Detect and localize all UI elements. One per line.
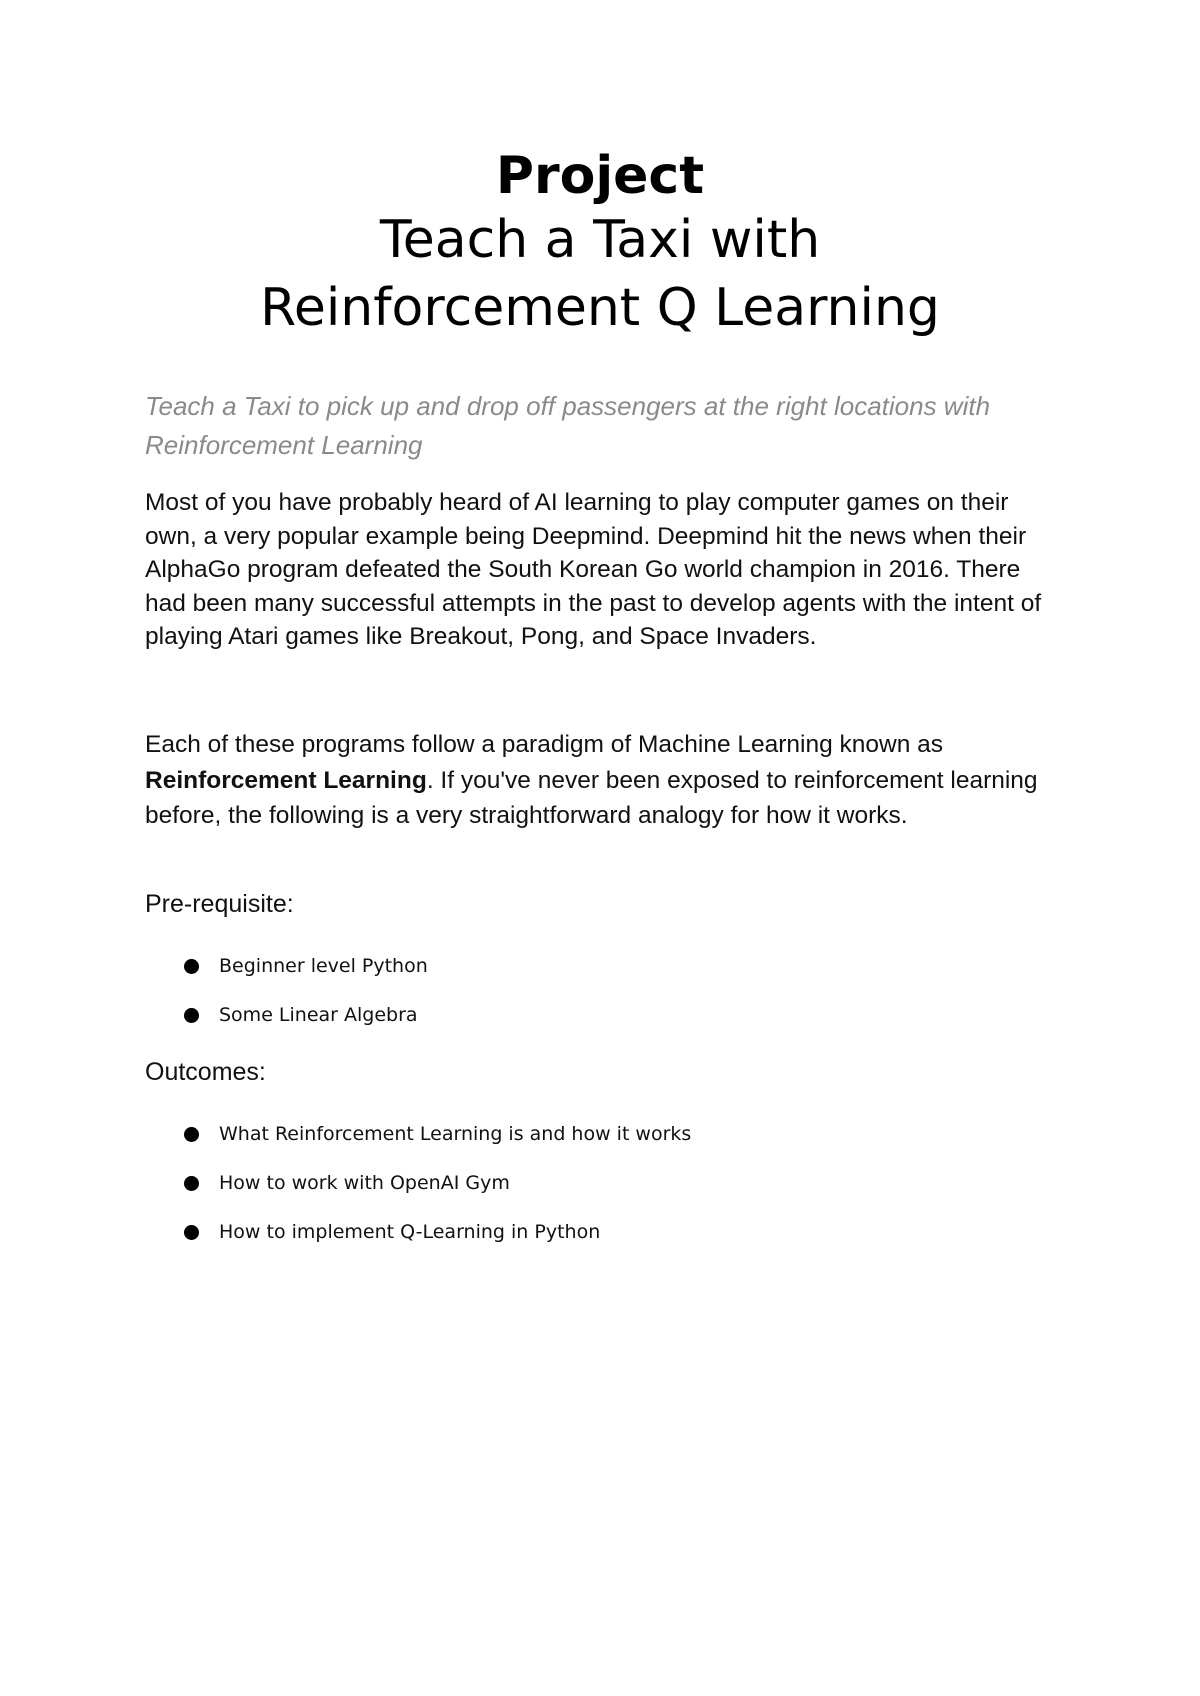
bullet-icon [184,1225,199,1240]
paragraph-text-after: . If you've never been exposed to reinforcement learning before, the following is a very straightforward analogy for how it works. [145,766,1038,829]
intro-paragraph: Most of you have probably heard of AI learning to play computer games on their own, a very popular example being Deepmind. Deepmind hit the news when their AlphaGo program defeated the South Korean Go world champion in 2016. There had been many successful attempts in the past to develop agents with the intent of playing Atari games like Breakout, Pong, and Space Invaders. [145,489,1042,650]
list-item-text: Some Linear Algebra [219,1004,418,1026]
bullet-icon [184,959,199,974]
subtitle: Teach a Taxi to pick up and drop off passengers at the right locations with Reinforcement Learning [145,391,991,460]
list-item-text: What Reinforcement Learning is and how it works [219,1123,692,1145]
bold-term: Reinforcement Learning [145,766,427,794]
page-title-line-3: Reinforcement Q Learning [260,278,940,338]
page-title: Project [495,146,705,206]
paragraph-text-before: Each of these programs follow a paradigm of Machine Learning known as [145,731,944,758]
list-item [0,1214,1200,1263]
outcomes-list [0,1116,1200,1263]
list-item-text: Beginner level Python [219,955,428,977]
list-item [0,1165,1200,1214]
prerequisite-heading: Pre-requisite: [145,890,294,918]
title-block [0,146,1200,342]
list-item [0,997,1200,1046]
outcomes-heading: Outcomes: [145,1058,266,1086]
prerequisite-list [0,948,1200,1046]
reinforcement-paragraph [145,727,1065,834]
bullet-icon [184,1008,199,1023]
bullet-icon [184,1176,199,1191]
list-item [0,1116,1200,1165]
bullet-icon [184,1127,199,1142]
page-title-line-2: Teach a Taxi with [379,210,821,270]
list-item-text: How to work with OpenAI Gym [219,1172,510,1194]
list-item-text: How to implement Q-Learning in Python [219,1221,601,1243]
list-item [0,948,1200,997]
